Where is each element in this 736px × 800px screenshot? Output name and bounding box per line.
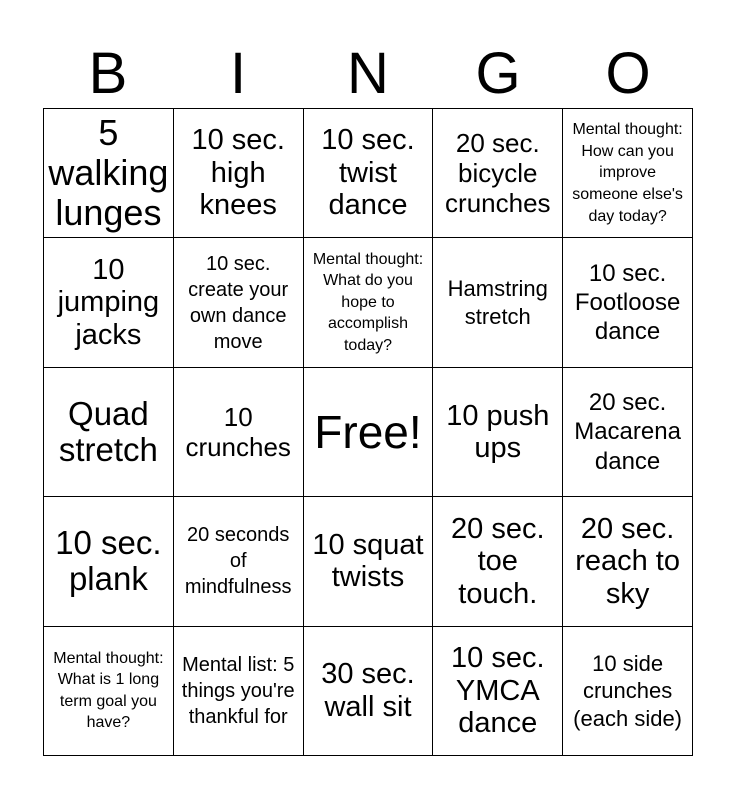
cell-text: Mental thought: What do you hope to accomplish today?	[312, 250, 424, 354]
bingo-cell-r5-c2[interactable]	[174, 627, 304, 756]
cell-text: 10 sec. YMCA dance	[451, 642, 545, 740]
cell-text: Hamstring stretch	[447, 276, 548, 329]
bingo-cell-r5-c5[interactable]	[563, 627, 693, 756]
cell-text: 20 seconds of mindfulness	[184, 524, 292, 599]
bingo-board	[43, 108, 693, 756]
header-letter-o: O	[605, 41, 651, 106]
bingo-cell-r4-c3[interactable]	[304, 497, 434, 626]
bingo-cell-r5-c1[interactable]	[44, 627, 174, 756]
cell-text: 10 push ups	[446, 399, 550, 464]
header-letter-i: I	[229, 41, 247, 106]
cell-text: 10 sec. Footloose dance	[574, 259, 681, 346]
bingo-cell-r1-c3[interactable]	[304, 109, 434, 238]
bingo-cell-r4-c5[interactable]	[563, 497, 693, 626]
cell-text: Mental thought: How can you improve someone else's day today?	[572, 121, 683, 225]
bingo-cell-r2-c2[interactable]	[174, 238, 304, 367]
bingo-cell-r2-c4[interactable]	[433, 238, 563, 367]
bingo-cell-r4-c2[interactable]	[174, 497, 304, 626]
bingo-cell-r1-c4[interactable]	[433, 109, 563, 238]
cell-text: 20 sec. reach to sky	[575, 512, 680, 610]
bingo-cell-r3-c1[interactable]	[44, 368, 174, 497]
cell-text: 10 sec. create your own dance move	[188, 252, 289, 353]
cell-text: 10 sec. twist dance	[321, 124, 415, 222]
bingo-header	[43, 40, 693, 108]
cell-text: 20 sec. toe touch.	[451, 512, 545, 610]
bingo-cell-r2-c5[interactable]	[563, 238, 693, 367]
cell-text: Mental list: 5 things you're thankful for	[181, 653, 295, 728]
bingo-cell-r3-c5[interactable]	[563, 368, 693, 497]
bingo-cell-r5-c4[interactable]	[433, 627, 563, 756]
cell-text: Quad stretch	[58, 394, 158, 468]
bingo-cell-r1-c1[interactable]	[44, 109, 174, 238]
cell-text: 10 jumping jacks	[57, 253, 160, 351]
bingo-cell-r3-c3-free[interactable]	[304, 368, 434, 497]
bingo-cell-r1-c5[interactable]	[563, 109, 693, 238]
bingo-cell-r2-c1[interactable]	[44, 238, 174, 367]
cell-text: 10 sec. high knees	[191, 124, 285, 222]
cell-text: Free!	[314, 405, 422, 458]
cell-text: 30 sec. wall sit	[321, 658, 415, 723]
cell-text: 20 sec. bicycle crunches	[445, 127, 551, 219]
cell-text: 20 sec. Macarena dance	[574, 389, 681, 475]
bingo-cell-r2-c3[interactable]	[304, 238, 434, 367]
cell-text: 10 squat twists	[312, 528, 424, 594]
bingo-cell-r3-c2[interactable]	[174, 368, 304, 497]
cell-text: 10 sec. plank	[55, 524, 162, 598]
header-letter-b: B	[88, 41, 128, 106]
header-letter-g: G	[475, 41, 521, 106]
bingo-cell-r4-c1[interactable]	[44, 497, 174, 626]
bingo-cell-r3-c4[interactable]	[433, 368, 563, 497]
cell-text: 10 side crunches (each side)	[573, 650, 683, 731]
cell-text: Mental thought: What is 1 long term goal you have?	[53, 649, 164, 732]
bingo-cell-r5-c3[interactable]	[304, 627, 434, 756]
bingo-cell-r1-c2[interactable]	[174, 109, 304, 238]
cell-text: 5 walking lunges	[48, 111, 169, 234]
bingo-cell-r4-c4[interactable]	[433, 497, 563, 626]
cell-text: 10 crunches	[185, 401, 291, 462]
header-letter-n: N	[347, 41, 389, 106]
